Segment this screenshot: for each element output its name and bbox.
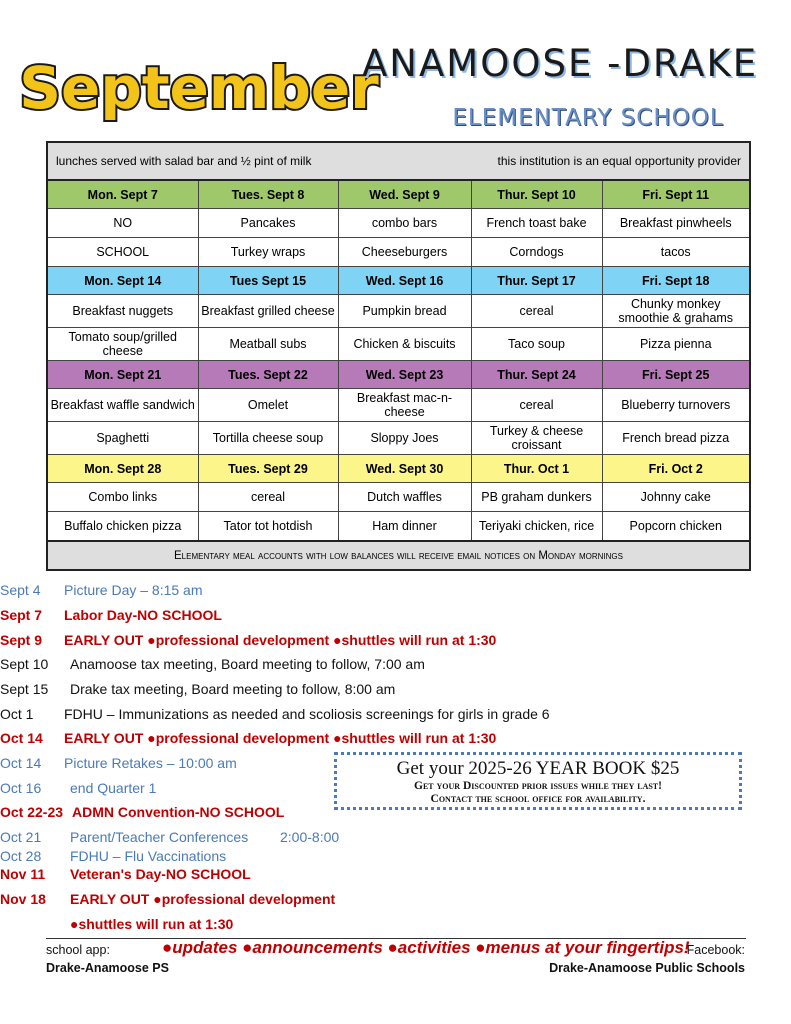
week-3-breakfast-row <box>47 389 750 422</box>
event-text: EARLY OUT ●professional development ●shuttles will run at 1:30 <box>64 632 497 648</box>
day-header: Fri. Sept 25 <box>602 361 750 389</box>
day-header: Mon. Sept 28 <box>47 455 198 483</box>
yearbook-line-1: Get your Discounted prior issues while they last! <box>414 780 662 792</box>
menu-item: Meatball subs <box>198 328 338 361</box>
day-header: Mon. Sept 21 <box>47 361 198 389</box>
event-date: Oct 14 <box>0 755 42 771</box>
event-date: Sept 4 <box>0 582 41 598</box>
day-header: Mon. Sept 14 <box>47 267 198 295</box>
event-item <box>0 755 237 771</box>
week-4-lunch-row <box>47 512 750 542</box>
day-header: Fri. Oct 2 <box>602 455 750 483</box>
event-text: EARLY OUT ●professional development ●shuttles will run at 1:30 <box>64 730 497 746</box>
event-text: ADMN Convention-NO SCHOOL <box>72 804 285 820</box>
menu-item: cereal <box>471 389 602 422</box>
event-item <box>0 804 285 820</box>
week-2-breakfast-row <box>47 295 750 328</box>
menu-item: Dutch waffles <box>338 483 471 512</box>
school-app-name: Drake-Anamoose PS <box>46 961 169 975</box>
event-text: end Quarter 1 <box>70 780 157 796</box>
facebook-name: Drake-Anamoose Public Schools <box>549 961 745 975</box>
yearbook-title: Get your 2025-26 YEAR BOOK $25 <box>396 758 680 779</box>
menu-item: Tator tot hotdish <box>198 512 338 542</box>
menu-item: Turkey & cheese croissant <box>471 422 602 455</box>
menu-item: Popcorn chicken <box>602 512 750 542</box>
event-item <box>0 681 396 697</box>
day-header: Wed. Sept 16 <box>338 267 471 295</box>
menu-item: Chicken & biscuits <box>338 328 471 361</box>
menu-item: Pizza pienna <box>602 328 750 361</box>
menu-item: Tomato soup/grilled cheese <box>47 328 198 361</box>
menu-item: Tortilla cheese soup <box>198 422 338 455</box>
september-logo-text: September <box>19 54 379 122</box>
event-item <box>0 866 251 882</box>
menu-item: SCHOOL <box>47 238 198 267</box>
menu-item: Corndogs <box>471 238 602 267</box>
yearbook-notice <box>334 752 742 810</box>
event-item <box>0 848 227 864</box>
event-text: Labor Day-NO SCHOOL <box>64 607 222 623</box>
september-logo <box>19 38 379 136</box>
event-text: Drake tax meeting, Board meeting to follow, 8:00 am <box>70 681 396 697</box>
event-item <box>0 607 222 623</box>
menu-item: Blueberry turnovers <box>602 389 750 422</box>
day-header: Tues Sept 15 <box>198 267 338 295</box>
event-date: Sept 10 <box>0 656 49 672</box>
event-text: Veteran's Day-NO SCHOOL <box>70 866 251 882</box>
week-4-breakfast-row <box>47 483 750 512</box>
event-text: Picture Retakes – 10:00 am <box>64 755 237 771</box>
week-3-header <box>47 361 750 389</box>
menu-item: PB graham dunkers <box>471 483 602 512</box>
menu-item: French bread pizza <box>602 422 750 455</box>
event-date: Sept 9 <box>0 632 43 648</box>
day-header: Tues. Sept 8 <box>198 180 338 209</box>
day-header: Tues. Sept 29 <box>198 455 338 483</box>
yearbook-line-2: Contact the school office for availability. <box>430 793 646 805</box>
day-header: Mon. Sept 7 <box>47 180 198 209</box>
event-date: Oct 22-23 <box>0 804 64 820</box>
menu-item: French toast bake <box>471 209 602 238</box>
day-header: Thur. Sept 10 <box>471 180 602 209</box>
event-text: Anamoose tax meeting, Board meeting to follow, 7:00 am <box>70 656 425 672</box>
footer-tagline: ●updates ●announcements ●activities ●menus at your fingertips! <box>162 938 690 957</box>
menu-item: Breakfast grilled cheese <box>198 295 338 328</box>
event-text: Picture Day – 8:15 am <box>64 582 203 598</box>
menu-item: Breakfast nuggets <box>47 295 198 328</box>
menu-item: Breakfast waffle sandwich <box>47 389 198 422</box>
menu-item: NO <box>47 209 198 238</box>
school-name: ANAMOOSE -DRAKE <box>362 42 759 85</box>
menu-item: cereal <box>471 295 602 328</box>
event-item <box>0 706 550 722</box>
week-2-header <box>47 267 750 295</box>
menu-item: Ham dinner <box>338 512 471 542</box>
event-extra: 2:00-8:00 <box>280 829 340 845</box>
menu-note-right: this institution is an equal opportunity provider <box>497 154 741 168</box>
menu-item: Pumpkin bread <box>338 295 471 328</box>
day-header: Tues. Sept 22 <box>198 361 338 389</box>
day-header: Wed. Sept 9 <box>338 180 471 209</box>
week-3-lunch-row <box>47 422 750 455</box>
menu-item: Buffalo chicken pizza <box>47 512 198 542</box>
event-item <box>0 582 203 598</box>
menu-item: Spaghetti <box>47 422 198 455</box>
event-item <box>0 632 497 648</box>
event-text: EARLY OUT ●professional development <box>70 891 336 907</box>
event-date: Oct 21 <box>0 829 42 845</box>
event-date: Oct 1 <box>0 706 34 722</box>
school-subtitle: ELEMENTARY SCHOOL <box>452 105 724 131</box>
event-item <box>0 891 336 907</box>
day-header: Wed. Sept 23 <box>338 361 471 389</box>
event-item <box>0 656 425 672</box>
menu-footer-row <box>47 541 750 570</box>
menu-note-row <box>47 142 750 180</box>
menu-item: Teriyaki chicken, rice <box>471 512 602 542</box>
menu-item: combo bars <box>338 209 471 238</box>
event-item <box>0 780 157 796</box>
menu-item: Omelet <box>198 389 338 422</box>
day-header: Thur. Sept 17 <box>471 267 602 295</box>
menu-footer-note: Elementary meal accounts with low balances will receive email notices on Monday mornings <box>47 541 750 570</box>
event-date: Sept 7 <box>0 607 43 623</box>
lunch-menu-table <box>46 141 751 571</box>
menu-item: Chunky monkey smoothie & grahams <box>602 295 750 328</box>
menu-item: Johnny cake <box>602 483 750 512</box>
week-1-lunch-row <box>47 238 750 267</box>
menu-item: Breakfast pinwheels <box>602 209 750 238</box>
menu-item: Taco soup <box>471 328 602 361</box>
week-2-lunch-row <box>47 328 750 361</box>
event-item <box>0 730 497 746</box>
facebook-label: Facebook: <box>686 943 745 957</box>
menu-item: Combo links <box>47 483 198 512</box>
menu-item: Turkey wraps <box>198 238 338 267</box>
menu-note-left: lunches served with salad bar and ½ pint of milk <box>56 154 312 168</box>
menu-item: Cheeseburgers <box>338 238 471 267</box>
day-header: Thur. Oct 1 <box>471 455 602 483</box>
menu-item: Breakfast mac-n-cheese <box>338 389 471 422</box>
day-header: Wed. Sept 30 <box>338 455 471 483</box>
week-4-header <box>47 455 750 483</box>
day-header: Thur. Sept 24 <box>471 361 602 389</box>
event-text: Parent/Teacher Conferences <box>70 829 249 845</box>
event-date: Nov 11 <box>0 866 46 882</box>
week-1-breakfast-row <box>47 209 750 238</box>
event-text: FDHU – Flu Vaccinations <box>70 848 227 864</box>
event-item <box>0 829 340 845</box>
event-date: Oct 16 <box>0 780 42 796</box>
event-date: Sept 15 <box>0 681 49 697</box>
event-date: Oct 14 <box>0 730 43 746</box>
school-app-label: school app: <box>46 943 110 957</box>
week-1-header <box>47 180 750 209</box>
day-header: Fri. Sept 11 <box>602 180 750 209</box>
menu-item: tacos <box>602 238 750 267</box>
menu-item: Sloppy Joes <box>338 422 471 455</box>
event-date: Nov 18 <box>0 891 46 907</box>
event-date: Oct 28 <box>0 848 42 864</box>
menu-item: cereal <box>198 483 338 512</box>
event-text: FDHU – Immunizations as needed and scoliosis screenings for girls in grade 6 <box>64 706 550 722</box>
day-header: Fri. Sept 18 <box>602 267 750 295</box>
menu-item: Pancakes <box>198 209 338 238</box>
event-text: ●shuttles will run at 1:30 <box>70 916 234 932</box>
